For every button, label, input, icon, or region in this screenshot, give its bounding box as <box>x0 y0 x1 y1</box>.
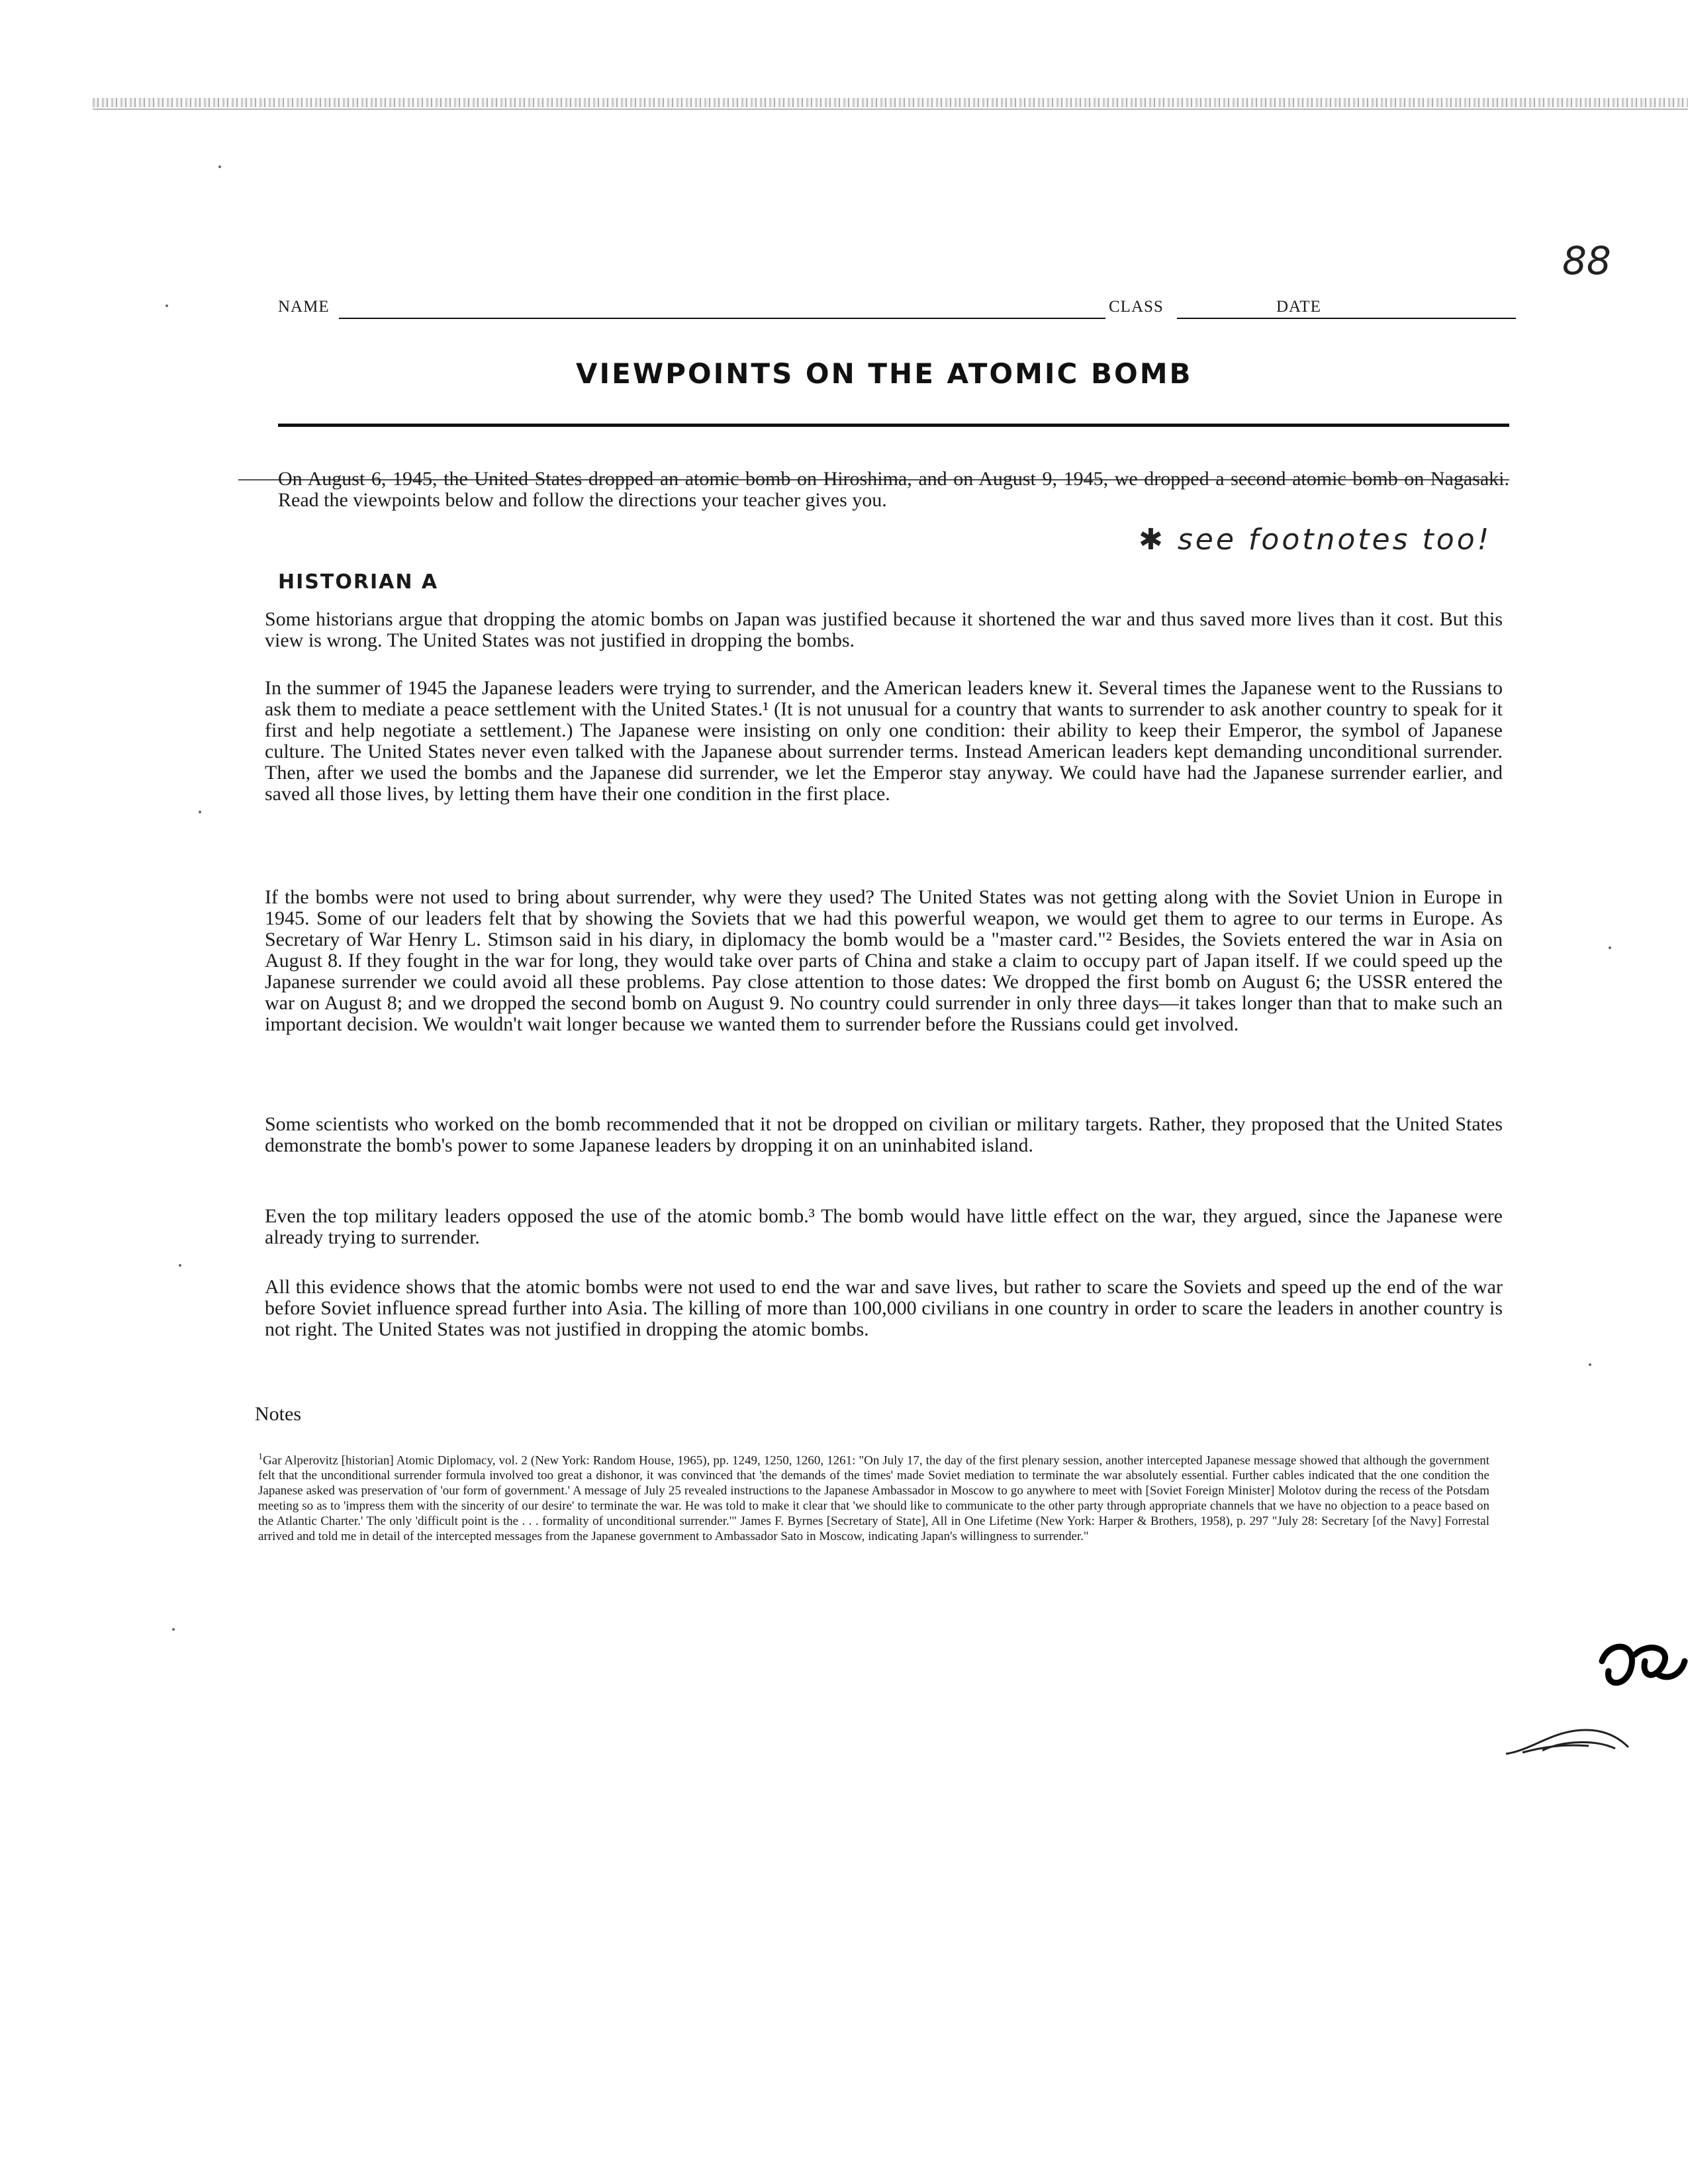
name-label: NAME <box>278 298 330 316</box>
notes-label: Notes <box>255 1403 301 1425</box>
page-title: VIEWPOINTS ON THE ATOMIC BOMB <box>576 357 1193 390</box>
signature-scribble <box>1503 1721 1635 1760</box>
paragraph-6: All this evidence shows that the atomic bombs were not used to end the war and save lives, but rather to scare the Soviets and speed up the end of the war before Soviet influence spread further into Asia. The killing of more than 100,000 civilians in one country in order to scare the leaders in another country is not right. The United States was not justified in dropping the atomic bombs. <box>265 1276 1503 1340</box>
header-fields <box>278 298 1509 324</box>
scan-speck <box>1609 946 1611 949</box>
intro-paragraph: On August 6, 1945, the United States dropped an atomic bomb on Hiroshima, and on August 9, 1945, we dropped a second atomic bomb on Nagasaki. Read the viewpoints below and follow the directions your teacher gives you. <box>278 468 1509 511</box>
class-label: CLASS <box>1109 298 1164 316</box>
scan-speck <box>172 1628 175 1631</box>
footnote-number: 1 <box>258 1452 263 1462</box>
scan-top-edge <box>93 98 1688 107</box>
scan-speck <box>218 165 221 168</box>
paragraph-5: Even the top military leaders opposed the use of the atomic bomb.³ The bomb would have little effect on the war, they argued, since the Japanese were already trying to surrender. <box>265 1205 1503 1248</box>
name-line <box>339 318 1105 319</box>
handwritten-page-number: 88 <box>1562 238 1611 283</box>
paragraph-2: In the summer of 1945 the Japanese leaders were trying to surrender, and the American leaders knew it. Several times the Japanese went to the Russians to ask them to mediate a peace settlement with the United States.¹ (It is not unusual for a country that wants to surrender to ask another country to speak for it first and help negotiate a settlement.) The Japanese were insisting on only one condition: their ability to keep their Emperor, the symbol of Japanese culture. The United States never even talked with the Japanese about surrender terms. Instead American leaders kept demanding unconditional surrender. Then, after we used the bombs and the Japanese did surrender, we let the Emperor stay anyway. We could have had the Japanese surrender earlier, and saved all those lives, by letting them have their one condition in the first place. <box>265 677 1503 805</box>
paragraph-1: Some historians argue that dropping the atomic bombs on Japan was justified because it shortened the war and thus saved more lives than it cost. But this view is wrong. The United States was not justified in dropping the bombs. <box>265 608 1503 651</box>
footnote-text: Gar Alperovitz [historian] Atomic Diplomacy, vol. 2 (New York: Random House, 1965), pp. 1249, 1250, 1260, 1261: "On July 17, the day of the first plenary session, another intercepted Japanese message showed that although the government felt that the unconditional surrender formula involved too great a dishonor, it was convinced that 'the demands of the times' made Soviet mediation to terminate the war absolutely essential. Further cables indicated that the one condition the Japanese asked was preservation of 'our form of government.' A message of July 25 revealed instructions to the Japanese Ambassador in Moscow to go anywhere to meet with [Soviet Foreign Minister] Molotov during the recess of the Potsdam meeting so as to 'impress them with the sincerity of our desire' to terminate the war. He was told to make it clear that 'we should like to communicate to the other party through appropriate channels that we have no objection to a peace based on the Atlantic Charter.' The only 'difficult point is the . . . formality of unconditional surrender.'" James F. Byrnes [Secretary of State], All in One Lifetime (New York: Harper & Brothers, 1958), p. 297 "July 28: Secretary [of the Navy] Forrestal arrived and told me in detail of the intercepted messages from the Japanese government to Ambassador Sato in Moscow, indicating Japan's willingness to surrender." <box>258 1453 1489 1544</box>
scan-speck <box>1589 1363 1591 1366</box>
scan-speck <box>165 304 168 307</box>
handwritten-note: ✱ see footnotes too! <box>1139 523 1492 557</box>
date-label: DATE <box>1276 298 1321 316</box>
paragraph-3: If the bombs were not used to bring about surrender, why were they used? The United States was not getting along with the Soviet Union in Europe in 1945. Some of our leaders felt that by showing the Soviets that we had this powerful weapon, we would get them to agree to our terms in Europe. As Secretary of War Henry L. Stimson said in his diary, in diplomacy the bomb would be a "master card."² Besides, the Soviets entered the war in Asia on August 8. If they fought in the war for long, they would take over parts of China and stake a claim to occupy part of Japan itself. If we could speed up the Japanese surrender we could avoid all these problems. Pay close attention to those dates: We dropped the first bomb on August 6; the USSR entered the war on August 8; and we dropped the second bomb on August 9. No country could surrender in only three days—it takes longer than that to make such an important decision. We wouldn't wait longer because we wanted them to surrender before the Russians could get involved. <box>265 886 1503 1035</box>
section-heading: HISTORIAN A <box>278 570 439 594</box>
scan-top-line <box>93 109 1688 110</box>
scan-speck <box>199 811 201 813</box>
date-line <box>1335 318 1509 319</box>
scribble-stamp <box>1595 1635 1688 1701</box>
paragraph-4: Some scientists who worked on the bomb recommended that it not be dropped on civilian or military targets. Rather, they proposed that the United States demonstrate the bomb's power to some Japanese leaders by dropping it on an uninhabited island. <box>265 1113 1503 1156</box>
footnote-1 <box>258 1449 1489 1544</box>
title-rule <box>278 424 1509 427</box>
scan-speck <box>179 1264 181 1267</box>
